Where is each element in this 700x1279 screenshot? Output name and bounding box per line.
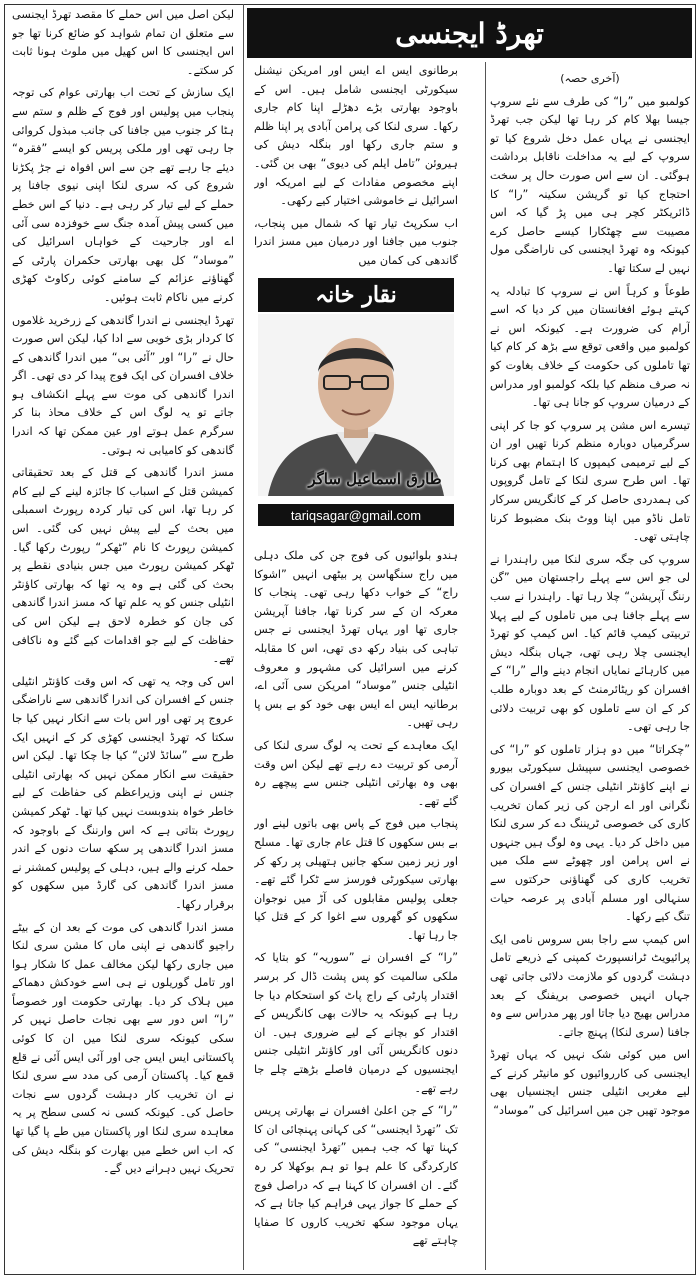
column-title: تھرڈ ایجنسی [247,8,692,58]
paragraph: برطانوی ایس اے ایس اور امریکن نیشنل سیکورٹی ایجنسی شامل ہیں۔ اس کے باوجود بھارتی بڑے دھڑلے اپنا کام جاری رکھا۔ سری لنکا کی پرامن آبادی پر اپنا ظلم و ستم جاری رکھا اور بنگلہ دیش کی ہیروئن ”تامل ایلم کی دیوی“ بھی بن گئی۔ اپنے مخصوص مفادات کے لیے امریکہ اور اسرائیل نے خاموشی اختیار کیے رکھی۔ [254,64,458,208]
part-label: (آخری حصہ) [560,72,620,85]
paragraph: مسز اندرا گاندھی کی موت کے بعد ان کے بیٹے راجیو گاندھی نے اپنی ماں کا مشن سری لنکا میں جاری رکھا لیکن مخالف عمل کا شکار ہوا اور تامل گوریلوں نے ہی اسے خودکش دھماکے میں ہلاک کر دیا۔ بھارتی حکومت اور خصوصاً ”را“ اس دور سے بھی نجات حاصل نہیں کر سکی کیونکہ سری لنکا میں ان کا کوئی پاکستانی ایس ایس جی اور آئی ایس آئی نے قلع قمع کیا۔ پاکستان آرمی کی مدد سے سری لنکا نے ان تخریب کار دہشت گردوں سے نجات حاصل کی۔ کیونکہ کسی نہ کسی سطح پر یہ معاہدہ سری لنکا اور پاکستان میں طے پا گیا تھا کہ اب اس خطے میں بھارت کو بنگلہ دیش کی تحریک نہیں دہرانے دیں گے۔ [12,920,234,1176]
paragraph: طوعاً و کرہاً اس نے سروپ کا تبادلہ یہ کہتے ہوئے افغانستان میں کر دیا کہ اسے آرام کی ضرورت ہے۔ کیونکہ اس نے کولمبو میں واقعی توقع سے بڑھ کر کام کیا تھا تاملوں کی حکومت کے خلاف بغاوت کو نہ صرف منظم کیا بلکہ کولمبو اور مدراس کے درمیان سروپ کو جانا ہی تھا۔ [490,284,690,410]
author-photo [258,314,454,496]
paragraph: اس کیمپ سے راجا بس سروس نامی ایک پرائیویٹ ٹرانسپورٹ کمپنی کے ذریعے تامل دہشت گردوں کو ملازمت دلائی جاتی تھی جہاں انہیں خصوصی بریفنگ کے بعد مدراس بھیج دیا جاتا اور پھر مدراس سے وہ جافنا (سری لنکا) پہنچ جاتے۔ [490,932,690,1039]
author-portrait-image [258,314,454,496]
paragraph: کولمبو میں ”را“ کی طرف سے نئے سروپ جیسا بھلا کام کر رہا تھا لیکن جب تھرڈ ایجنسی نے یہاں عمل دخل شروع کیا تو سروپ کے لیے یہ مداخلت ناقابل برداشت ہوگئی۔ ان سے اس صورت حال پر سخت احتجاج کیا تو گریشن سکینہ ”را“ کا ڈائریکٹر کچر ہی میں پڑ گیا کہ اس مصیبت سے چھٹکارا کیسے حاصل کرے کیونکہ وہ تھرڈ ایجنسی کی ناراضگی مول نہیں لے سکتا تھا۔ [490,94,690,275]
paragraph: ”را“ کے افسران نے ”سوریہ“ کو بتایا کہ ملکی سالمیت کو پس پشت ڈال کر برسر اقتدار پارٹی کے راج پاٹ کو استحکام دیا جا رہا ہے کیونکہ یہ حالات بھی کانگریس کے اقتدار کو بچانے کے لیے ضروری ہیں۔ ان دنوں کانگریس آئی اور کاؤنٹر انٹیلی جنس ایجنسیوں کے درمیان فاصلے بڑھتے چلے جا رہے تھے۔ [254,951,458,1095]
paragraph: سروپ کی جگہ سری لنکا میں راہندرا نے لی جو اس سے پہلے راجستھان میں ”گن رننگ آپریشن“ چلا رہا تھا۔ راہندرا نے سب سے پہلے جافنا ہی میں تاملوں کے لیے پہلا تربیتی کیمپ قائم کیا۔ اس کیمپ کو تھرڈ ایجنسی چلا رہی تھی، جہاں بنگلہ دیش میں کارہائے نمایاں انجام دینے والے ”را“ کے افسران کو ریٹائرمنٹ کے بعد دوبارہ طلب کر کے ان سے تاملوں کو بھی تربیت دلائی جا رہی تھی۔ [490,552,690,734]
paragraph: ایک سازش کے تحت اب بھارتی عوام کی توجہ پنجاب میں پولیس اور فوج کے ظلم و ستم سے ہٹا کر جنوب میں جافنا کی جانب مبذول کروائی جا رہی تھی اور ملکی پریس کو ایسے ”فقرہ“ دیئے جا رہے تھے جن سے اس افواہ نے جڑ پکڑنا شروع کی کہ سری لنکا اپنی نیوی جافنا پر حملے کے لیے تیار کر رہی ہے۔ دنیا کے اس خطے میں کسی پیش آمدہ جنگ سے خوفزدہ سی آئی اے اور جارحیت کے خواہاں اسرائیل کی ”موساد“ کل بھی بھارتی حکمران پارٹی کے گھناؤنے عزائم کے سامنے کوئی رکاوٹ کھڑی کرنے میں ناکام ثابت ہوئیں۔ [12,86,234,304]
column-divider [243,4,244,1270]
paragraph: ”چکراتا“ میں دو ہزار تاملوں کو ”را“ کی خصوصی ایجنسی سپیشل سیکورٹی بیورو نے اپنے کاؤنٹر انٹیلی جنس کے افسران کی نگرانی اور اے ارجن کی زیر کمان تخریب کاری کی خصوصی ٹریننگ دے کر سری لنکا میں داخل کر دیا۔ یہی وہ لوگ ہیں جنہوں نے اس پرامن اور چھوٹے سے ملک میں تخریب کاری کی گھناؤنی حرکتوں سے سنہالی اور مسلم آبادی پر عرصہ حیات تنگ کیے رکھا۔ [490,742,690,924]
author-email[interactable]: tariqsagar@gmail.com [258,504,454,526]
paragraph: اس میں کوئی شک نہیں کہ یہاں تھرڈ ایجنسی کی کارروائیوں کو مانیٹر کرنے کے لیے مغربی انٹیلی جنس ایجنسیاں بھی موجود تھیں جن میں اسرائیل کی ”موساد“ [490,1048,690,1118]
paragraph: اب سکرپٹ تیار تھا کہ شمال میں پنجاب، جنوب میں جافنا اور درمیان میں مسز اندرا گاندھی کی کمان میں [254,216,458,267]
paragraph: پنجاب میں فوج کے پاس بھی باتوں لینے اور بے بس سکھوں کا قتل عام جاری تھا۔ مسلح اور زیر زمین سکھ جانیں ہتھیلی پر رکھ کر بھارتی سیکورٹی فورسز سے ٹکرا گئے تھے۔ جعلی پولیس مقابلوں کی آڑ میں نوجوان سکھوں کو گھروں سے اغوا کر کے قتل کیا جا رہا تھا۔ [254,817,458,942]
right-column [490,70,690,1270]
paragraph: تھرڈ ایجنسی نے اندرا گاندھی کے زرخرید غلاموں کا کردار بڑی خوبی سے ادا کیا، لیکن اس صورت حال نے ”را“ اور ”آئی بی“ میں اندرا گاندھی کے خلاف افسران کی ایک فوج پیدا کر دی تھی۔ اگر اندرا گاندھی کی موت سے پہلے انکشاف ہو جاتے تو یہ لوگ اس کے خلاف محاذ بنا کر سرگرم عمل ہوتے اور عین ممکن تھا کہ اندرا گاندھی کو کامیابی نہ ہوتی۔ [12,313,234,457]
middle-bottom-text [254,547,458,1267]
middle-column [254,62,458,1270]
column-name-banner: نقار خانہ [258,278,454,312]
paragraph: ہندو بلوائیوں کی فوج جن کی ملک دہلی میں راج سنگھاسن پر بیٹھی انہیں ”اشوکا راج“ کے خواب دکھا رہی تھی۔ پنجاب کا معرکہ ان کے سر کرنا تھا، جافنا آپریشن جاری تھا اور یہاں تھرڈ ایجنسی نے جس تباہی کی بنیاد رکھ دی تھی، اس کا مقابلہ کرنے میں اسرائیل کی مشہور و معروف انٹیلی جنس ”موساد“ امریکن سی آئی اے، برطانیہ ایس اے ایس بھی خود کو بے بس پا رہی تھیں۔ [254,549,458,730]
paragraph: مسز اندرا گاندھی کے قتل کے بعد تحقیقاتی کمیشن قتل کے اسباب کا جائزہ لینے کے لیے کام کر رہا تھا، اس کی تیار کردہ رپورٹ اسمبلی میں بحث کے لیے پیش نہیں کی گئی۔ اس کمیشن رپورٹ کا نام ”ٹھکر“ رپورٹ رکھا گیا۔ ٹھکر کمیشن رپورٹ میں جس بنیادی نقطے پر بحث کی گئی ہے وہ یہ تھا کہ بھارتی کاؤنٹر انٹیلی جنس کو یہ علم تھا کہ مسز اندرا گاندھی کی جان کو خطرہ لاحق ہے لیکن اس کی حفاظت کے لیے جو اقدامات کیے گئے وہ ناکافی تھے۔ [12,466,234,666]
paragraph: تیسرے اس مشن پر سروپ کو جا کر اپنی سرگرمیاں دوبارہ منظم کرنا تھیں اور ان کے لیے ترمیمی کیمپوں کا اہتمام بھی کرنا تھا۔ اس طرح سری لنکا کے تامل گروپوں کی ہمدردی حاصل کر کے کانگریس سرکار تامل ناڈو میں اپنا ووٹ بنک مضبوط کرنا چاہتی تھی۔ [490,418,690,544]
author-name: طارق اسماعیل ساگر [308,470,442,488]
paragraph: لیکن اصل میں اس حملے کا مقصد تھرڈ ایجنسی سے متعلق ان تمام شواہد کو ضائع کرنا تھا جو اس ایجنسی کا اس کھیل میں ملوث ہونا ثابت کر سکتے۔ [12,8,234,77]
paragraph: ”را“ کے جن اعلیٰ افسران نے بھارتی پریس تک ”تھرڈ ایجنسی“ کی کہانی پہنچائی ان کا کہنا تھا کہ جب ہمیں ”تھرڈ ایجنسی“ کی کارکردگی کا علم ہوا تو ہم بوکھلا کر رہ گئے۔ ان افسران کا کہنا ہے کہ دراصل فوج کے حملے کا جواز یہی فراہم کیا جاتا ہے کہ یہاں موجود سکھ تخریب کاروں کا صفایا چاہتے تھے [254,1104,458,1248]
left-column [12,6,234,1270]
middle-top-text [254,62,458,272]
paragraph: اس کی وجہ یہ تھی کہ اس وقت کاؤنٹر انٹیلی جنس کے افسران کی اندرا گاندھی سے ناراضگی عروج پر تھی اور اس بات سے انکار نہیں کیا جا سکتا کہ تھرڈ ایجنسی کھڑی کر کے انہیں ایک طرح سے ”سائڈ لائن“ کیا جا چکا تھا۔ لیکن اس حقیقت سے انکار ممکن نہیں کہ بھارتی انٹیلی جنس نے اپنی وزیراعظم کی حفاظت کے لیے خاطر خواہ بندوبست نہیں کیا تھا۔ ٹھکر کمیشن رپورٹ بتاتی ہے کہ اس وارننگ کے باوجود کہ مسز اندرا گاندھی پر سکھ سات دنوں کے اندر حملہ کرنے والے ہیں، دہلی کے پولیس کمشنر نے مسز اندرا گاندھی کی گارڈ میں سکھوں کو برقرار رکھا۔ [12,674,234,911]
paragraph: ایک معاہدے کے تحت یہ لوگ سری لنکا کی آرمی کو تربیت دے رہے تھے لیکن اس وقت بھی وہ بھارتی انٹیلی جنس سے پیچھے رہ گئے تھے۔ [254,738,458,808]
column-divider [485,62,486,1270]
